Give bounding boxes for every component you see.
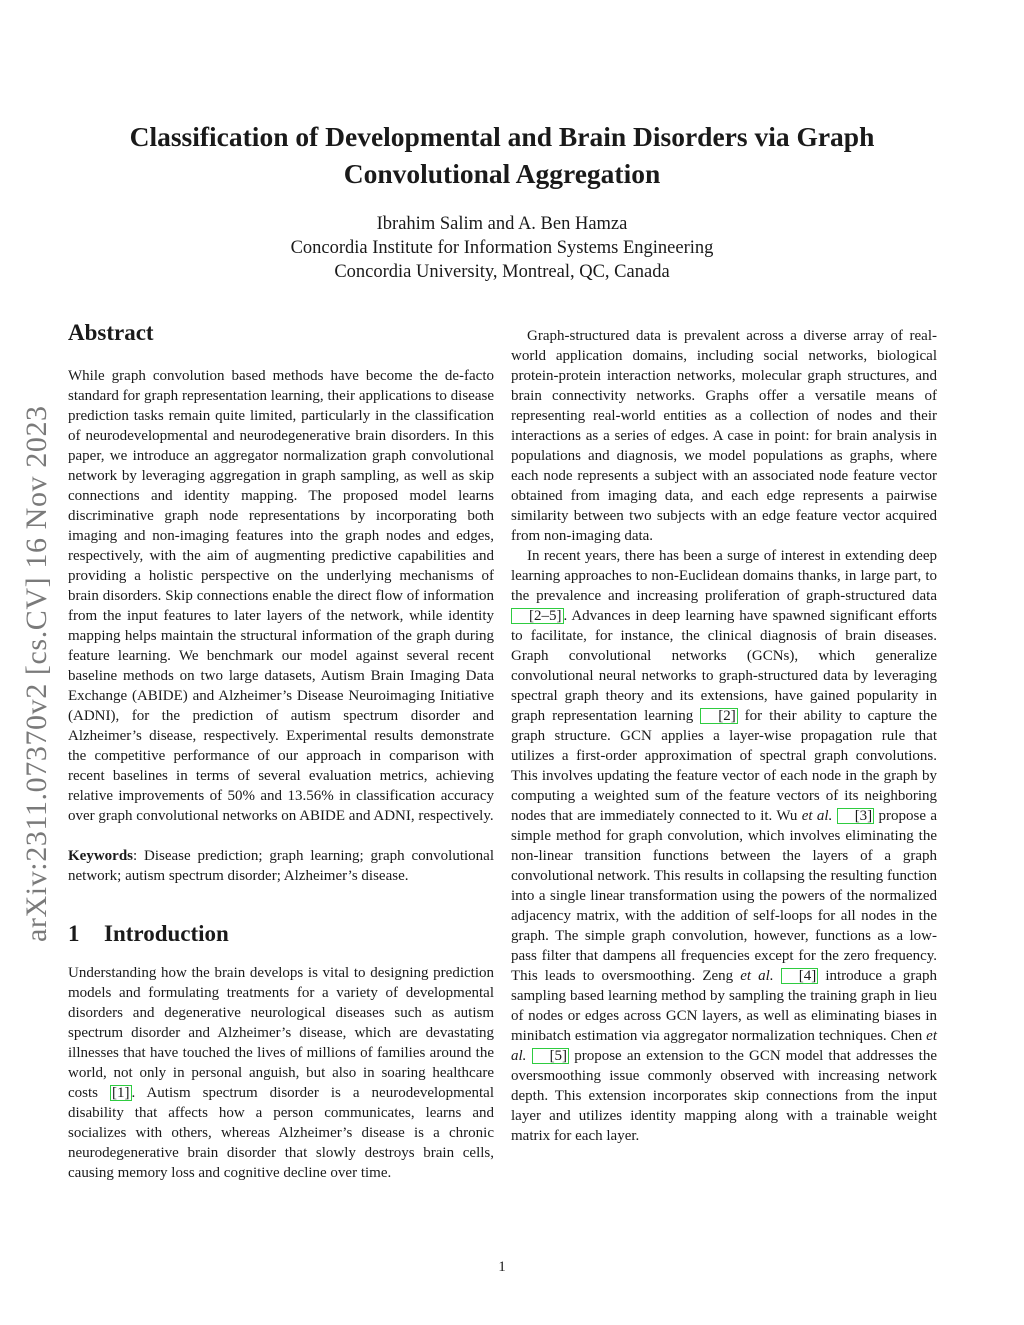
citation-link-2-5[interactable]: [2–5]: [511, 608, 564, 624]
intro-paragraph-1: [68, 963, 494, 1183]
intro-p3-text-a: In recent years, there has been a surge of interest in extending deep learning approaches to non-Euclidean domains thanks, in large part, to the prevalence and increasing proliferation of graph-structured data: [511, 548, 937, 604]
section-title: Introduction: [104, 921, 229, 946]
introduction-heading: [68, 919, 494, 949]
et-al-zeng: et al.: [740, 968, 774, 984]
citation-link-4[interactable]: [4]: [781, 968, 819, 984]
paper-title-line-1: Classification of Developmental and Brain Disorders via Graph: [129, 121, 875, 152]
citation-link-5[interactable]: [5]: [532, 1048, 570, 1064]
left-column: [68, 318, 494, 1183]
citation-link-3[interactable]: [3]: [837, 808, 875, 824]
citation-link-2[interactable]: [2]: [700, 708, 738, 724]
intro-p1-text-a: Understanding how the brain develops is vital to designing prediction models and formulating treatments for a variety of developmental disorders and degenerative neurological diseases such as autism spectrum disorder and Alzheimer’s disease, which are devastating illnesses that have touched the lives of millions of families around the world, not only in personal anguish, but also in soaring healthcare costs: [68, 965, 494, 1101]
intro-paragraph-3: [511, 546, 937, 1146]
right-column: [511, 326, 937, 1146]
et-al-chen: et al.: [511, 1028, 937, 1064]
intro-p3-text-d: propose a simple method for graph convolution, which involves eliminating the non-linear transition functions between the layers of a graph convolutional network. This results in collapsing the resulting function into a single linear transformation using the powers of the normalized adjacency matrix, with the addition of self-loops for all nodes in the graph. The simple graph convolution, however, functions as a low-pass filter that dampens all frequencies except for the zero frequency. This leads to oversmoothing. Zeng: [511, 808, 937, 984]
intro-paragraph-2: Graph-structured data is prevalent across a diverse array of real-world application domains, including social networks, biological protein-protein interaction networks, molecular graph structures, and brain connectivity networks. Graphs offer a versatile means of representing real-world entities as a collection of nodes and their interactions as a series of edges. A case in point: for brain analysis in populations and diagnosis, we model populations as graphs, where each node represents a subject with an associated node feature vector obtained from imaging data, and each edge represents a pairwise similarity between two subjects with an edge feature vector acquired from non-imaging data.: [511, 328, 937, 544]
keywords-label: Keywords: [68, 848, 133, 864]
author-affiliation-institute: Concordia Institute for Information Systems Engineering: [290, 238, 714, 258]
page-number: 1: [498, 1259, 506, 1275]
intro-p3-text-c: for their ability to capture the graph structure. GCN applies a layer-wise propagation rule that utilizes a first-order approximation of spectral graph convolutions. This involves updating the feature vector of each node in the graph by computing a weighted sum of the feature vectors of its neighboring nodes that are immediately connected to it. Wu: [511, 708, 938, 824]
intro-p3-text-f: propose an extension to the GCN model that addresses the oversmoothing issue commonly observed with increasing network depth. This extension incorporates skip connections from the input layer and utilizes identity mapping along with a trainable weight matrix for each layer.: [511, 1048, 938, 1144]
et-al-wu: et al.: [801, 808, 833, 824]
keywords-paragraph: [68, 846, 494, 886]
citation-link-1[interactable]: [1]: [112, 1085, 130, 1101]
abstract-text: While graph convolution based methods have become the de-facto standard for graph representation learning, their applications to disease prediction tasks remain quite limited, particularly in the classification of neurodevelopmental and neurodegenerative brain disorders. In this paper, we introduce an aggregator normalization graph convolutional network by leveraging aggregation in graph sampling, as well as skip connections and identity mapping. The proposed model learns discriminative graph node representations by incorporating both imaging and non-imaging features into the graph nodes and edges, respectively, with the aim of augmenting predictive capabilities and providing a holistic perspective on the underlying mechanisms of brain disorders. Skip connections enable the direct flow of information from the input features to later layers of the network, while identity mapping helps maintain the structural information of the graph during feature learning. We benchmark our model against several recent baseline methods on two large datasets, Autism Brain Imaging Data Exchange (ABIDE) and Alzheimer’s Disease Neuroimaging Initiative (ADNI), for the prediction of autism spectrum disorder and Alzheimer’s disease, respectively. Experimental results demonstrate the competitive performance of our approach in comparison with recent baselines in terms of several evaluation metrics, achieving relative improvements of 50% and 13.56% in classification accuracy over graph convolutional networks on ABIDE and ADNI, respectively.: [68, 368, 494, 824]
author-affiliation-university: Concordia University, Montreal, QC, Canada: [334, 262, 670, 282]
intro-p3-text-b: . Advances in deep learning have spawned significant efforts to facilitate, for instance, the clinical diagnosis of brain diseases. Graph convolutional networks (GCNs), which generalize convolutional neural networks to graph-structured data by leveraging spectral graph theory and its extensions, have gained popularity in graph representation learning: [511, 608, 937, 724]
intro-p1-text-b: . Autism spectrum disorder is a neurodevelopmental disability that affects how a person communicates, learns and socializes with others, whereas Alzheimer’s disease is a chronic neurodegenerative brain disorder that slowly destroys brain cells, causing memory loss and cognitive decline over time.: [68, 1085, 494, 1181]
intro-p3-text-e: introduce a graph sampling based learning method by sampling the training graph in lieu of nodes or edges across GCN layers, as well as eliminating biases in minibatch estimation via aggregator normalization techniques. Chen: [511, 968, 937, 1044]
author-block: [140, 212, 864, 284]
paper-title-line-2: Convolutional Aggregation: [343, 158, 661, 189]
keywords-text: : Disease prediction; graph learning; graph convolutional network; autism spectrum disorder; Alzheimer’s disease.: [68, 848, 494, 884]
author-names: Ibrahim Salim and A. Ben Hamza: [376, 214, 628, 234]
section-number: 1: [68, 921, 80, 946]
abstract-heading: Abstract: [68, 320, 154, 345]
arxiv-identifier[interactable]: arXiv:2311.07370v2 [cs.CV] 16 Nov 2023: [20, 405, 53, 942]
paper-title: [90, 118, 914, 192]
